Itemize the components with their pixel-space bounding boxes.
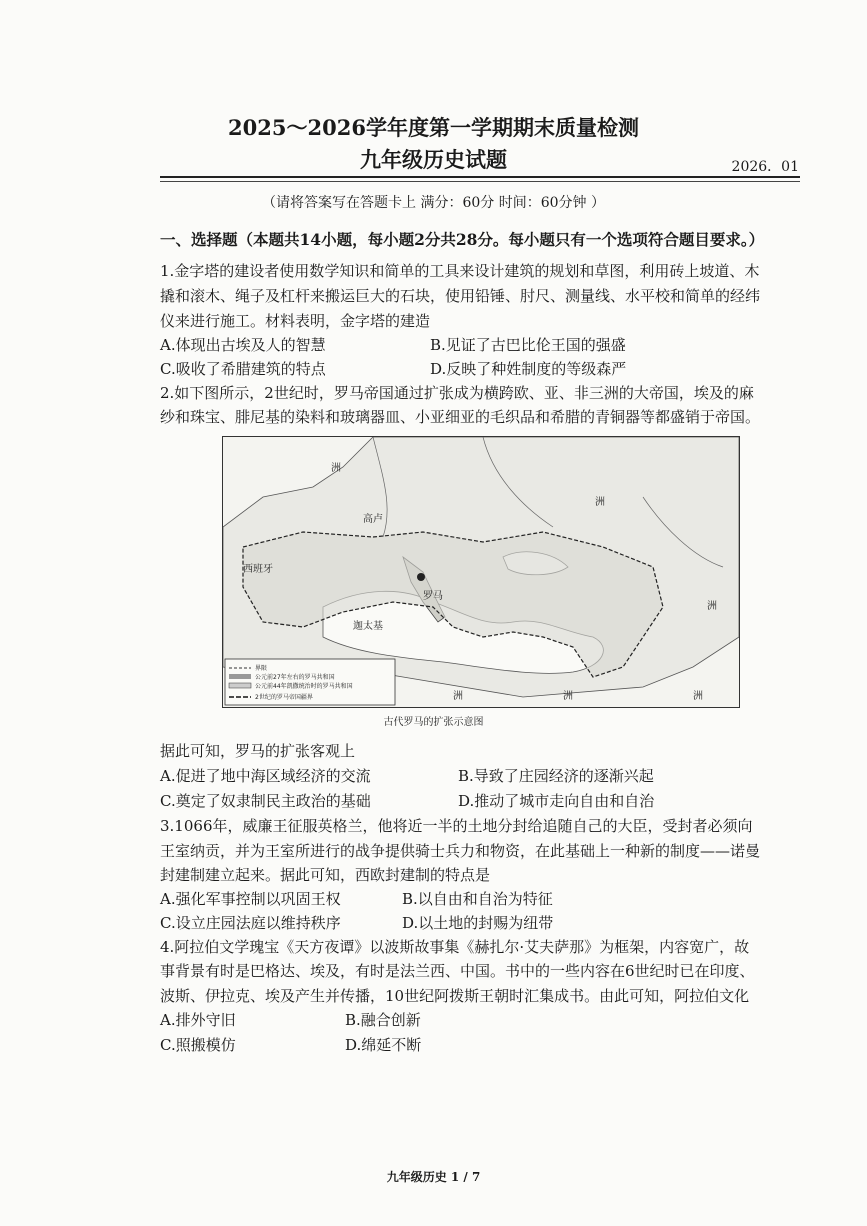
page-footer: 九年级历史 1 / 7 (386, 1170, 481, 1184)
q4-option-d[interactable]: D.绵延不断 (345, 1036, 422, 1054)
exam-subtitle: 九年级历史试题 (360, 147, 507, 172)
q1-line-2: 撬和滚木、绳子及杠杆来搬运巨大的石块，使用铅锤、肘尺、测量线、水平校和简单的经纬 (160, 287, 761, 305)
map-label-continent-2: 洲 (595, 497, 605, 508)
legend-item-3: 公元前44年凯撒统治时的罗马共和国 (255, 683, 353, 690)
map-label-gaul: 高卢 (363, 514, 383, 525)
map-label-continent-5: 洲 (693, 691, 703, 702)
q3-option-d[interactable]: D.以土地的封赐为纽带 (402, 914, 554, 932)
q4-line-1: 4.阿拉伯文学瑰宝《天方夜谭》以波斯故事集《赫扎尔·艾夫萨那》为框架，内容宽广，故 (160, 938, 750, 956)
q4-option-a[interactable]: A.排外守旧 (160, 1011, 236, 1029)
q2-line-1: 2.如下图所示，2世纪时，罗马帝国通过扩张成为横跨欧、亚、非三洲的大帝国，埃及的麻 (160, 384, 754, 402)
q1-option-c[interactable]: C.吸收了希腊建筑的特点 (160, 360, 326, 378)
q4-line-3: 波斯、伊拉克、埃及产生并传播，10世纪阿拨斯王朝时汇集成书。由此可知，阿拉伯文化 (160, 987, 750, 1005)
q3-line-1: 3.1066年，威廉王征服英格兰，他将近一半的土地分封给追随自己的大臣，受封者必须向 (160, 817, 753, 835)
header-rule-thin (160, 181, 800, 182)
exam-title: 2025～2026学年度第一学期期末质量检测 (228, 115, 639, 140)
map-label-continent-6: 洲 (453, 691, 463, 702)
q3-option-c[interactable]: C.设立庄园法庭以维持秩序 (160, 914, 341, 932)
header-rule (160, 176, 800, 178)
map-label-spain: 西班牙 (243, 564, 273, 575)
exam-date: 2026．01 (731, 159, 799, 175)
q3-option-b[interactable]: B.以自由和自治为特征 (402, 890, 553, 908)
q4-option-b[interactable]: B.融合创新 (345, 1011, 421, 1029)
q2-option-b[interactable]: B.导致了庄园经济的逐渐兴起 (458, 767, 654, 785)
map-label-continent-3: 洲 (707, 601, 717, 612)
q1-line-3: 仪来进行施工。材料表明，金字塔的建造 (160, 312, 431, 330)
section-heading: 一、选择题（本题共14小题，每小题2分共28分。每小题只有一个选项符合题目要求。） (160, 230, 765, 249)
map-label-rome: 罗马 (423, 591, 443, 602)
legend-item-4: 2世纪的罗马帝国疆界 (255, 694, 313, 701)
q2-option-a[interactable]: A.促进了地中海区域经济的交流 (160, 767, 371, 785)
exam-instructions: （请将答案写在答题卡上 满分：60分 时间：60分钟 ） (262, 195, 605, 211)
q2-option-c[interactable]: C.奠定了奴隶制民主政治的基础 (160, 792, 371, 810)
q2-stem: 据此可知，罗马的扩张客观上 (160, 742, 356, 760)
q2-line-2: 纱和珠宝、腓尼基的染料和玻璃器皿、小亚细亚的毛织品和希腊的青铜器等都盛销于帝国。 (160, 408, 761, 426)
map-caption: 古代罗马的扩张示意图 (383, 717, 484, 728)
map-label-carthage: 迦太基 (353, 621, 383, 632)
map-label-continent-1: 洲 (331, 463, 341, 474)
q4-line-2: 事背景有时是巴格达、埃及，有时是法兰西、中国。书中的一些内容在6世纪时已在印度、 (160, 962, 755, 980)
q4-option-c[interactable]: C.照搬模仿 (160, 1036, 236, 1054)
q1-option-b[interactable]: B.见证了古巴比伦王国的强盛 (430, 336, 626, 354)
q3-line-2: 王室纳贡，并为王室所进行的战争提供骑士兵力和物资，在此基础上一种新的制度——诺曼 (160, 842, 761, 860)
rome-expansion-map (222, 436, 740, 708)
map-label-continent-4: 洲 (563, 691, 573, 702)
q1-line-1: 1.金字塔的建设者使用数学知识和简单的工具来设计建筑的规划和草图，利用砖上坡道、木 (160, 262, 760, 280)
q3-option-a[interactable]: A.强化军事控制以巩固王权 (160, 890, 341, 908)
map-drawing (223, 437, 739, 707)
legend-item-2: 公元前27年左右的罗马共和国 (255, 674, 335, 681)
legend-item-1: 界限 (255, 665, 268, 672)
q1-option-d[interactable]: D.反映了种姓制度的等级森严 (430, 360, 627, 378)
q2-option-d[interactable]: D.推动了城市走向自由和自治 (458, 792, 655, 810)
q1-option-a[interactable]: A.体现出古埃及人的智慧 (160, 336, 326, 354)
q3-line-3: 封建制建立起来。据此可知，西欧封建制的特点是 (160, 866, 491, 884)
